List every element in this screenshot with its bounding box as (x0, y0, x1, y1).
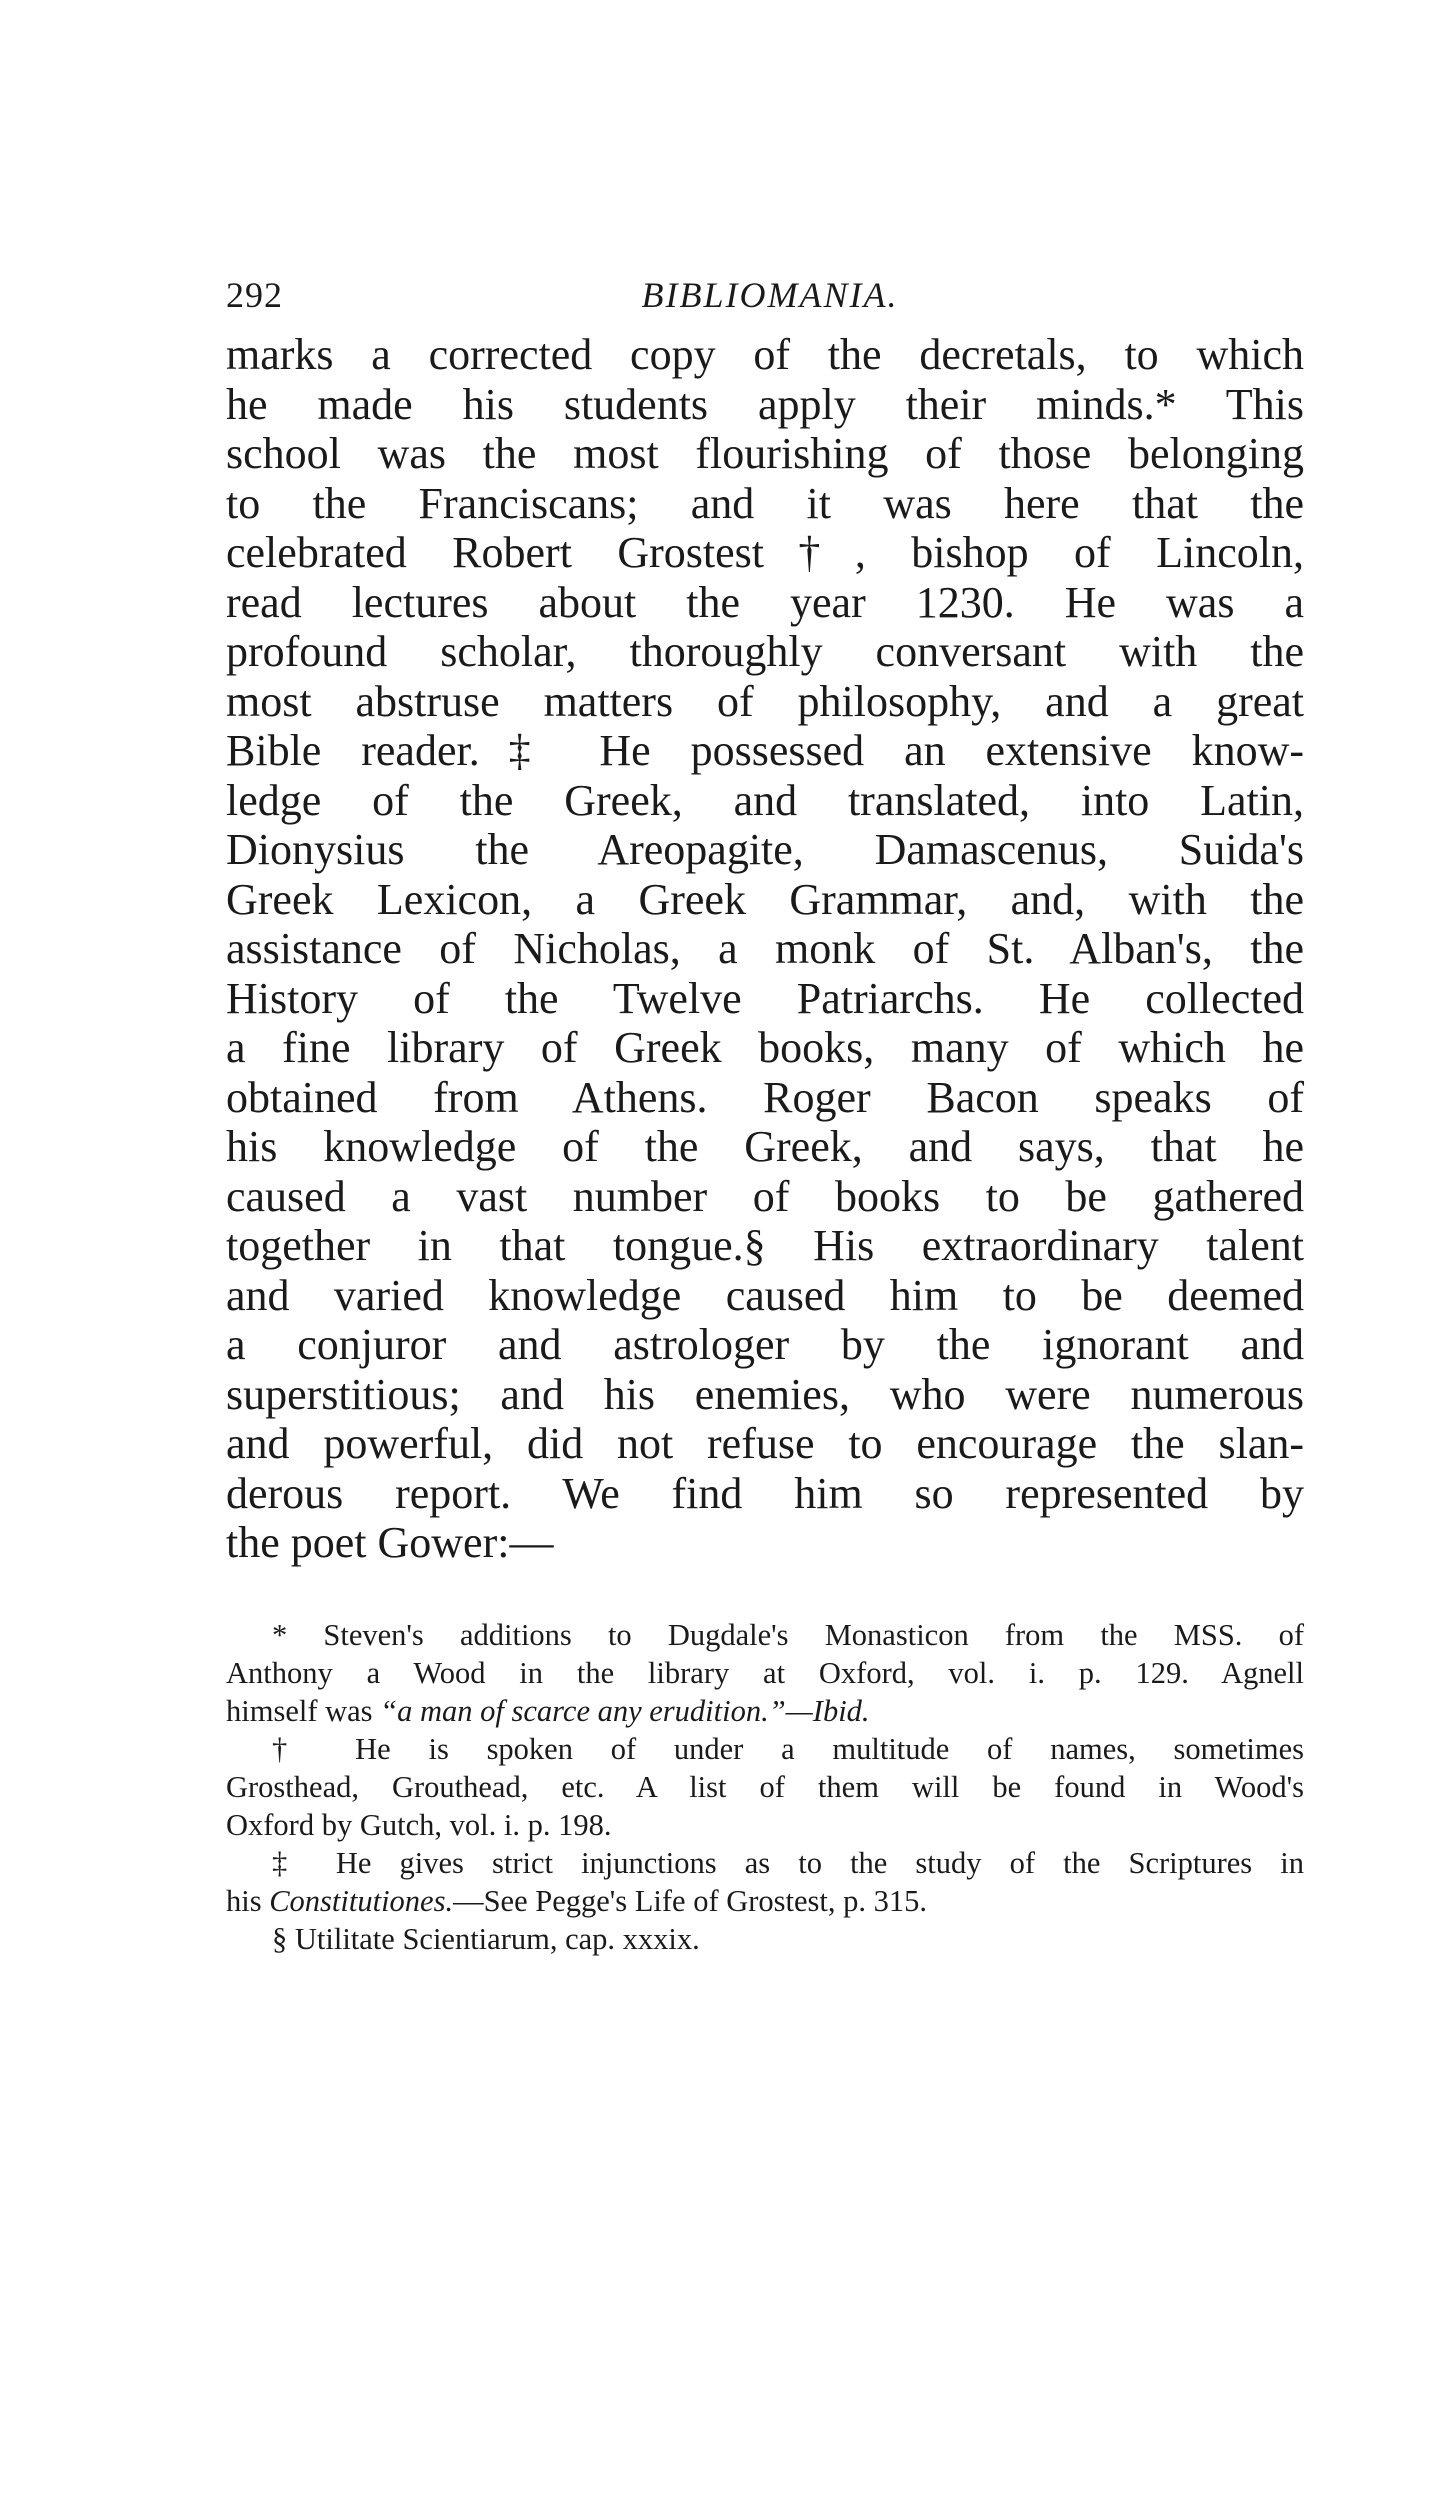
footnote-line (226, 1692, 1304, 1730)
footnotes (226, 1616, 1304, 1958)
body-line: the poet Gower:— (226, 1518, 554, 1567)
body-line: Bible reader.‡ He possessed an extensive know- (226, 726, 1304, 775)
body-line: a fine library of Greek books, many of which he (226, 1023, 1304, 1072)
body-line: marks a corrected copy of the decretals, to which (226, 330, 1304, 379)
body-line: derous report. We find him so represented by (226, 1468, 1304, 1518)
body-line: History of the Twelve Patriarchs. He collected (226, 973, 1304, 1023)
footnote-line (226, 1882, 1304, 1920)
footnote-italic-title: Constitutiones. (269, 1883, 454, 1918)
body-line: his knowledge of the Greek, and says, that he (226, 1122, 1304, 1171)
book-page (226, 270, 1304, 1958)
body-line: school was the most flourishing of those belonging (226, 429, 1304, 478)
body-line: Dionysius the Areopagite, Damascenus, Suida's (226, 825, 1304, 874)
footnote-text: —See Pegge's Life of Grostest, p. 315. (453, 1883, 928, 1918)
footnote-line: ‡ He gives strict injunctions as to the study of the Scriptures in (272, 1845, 1304, 1880)
body-line: to the Franciscans; and it was here that the (226, 478, 1304, 528)
footnote-text: his (226, 1883, 270, 1918)
footnote-line: § Utilitate Scientiarum, cap. xxxix. (272, 1921, 700, 1956)
body-line: together in that tongue.§ His extraordinary talent (226, 1221, 1304, 1270)
footnote-line: † He is spoken of under a multitude of names, sometimes (272, 1731, 1304, 1766)
body-line: obtained from Athens. Roger Bacon speaks of (226, 1072, 1304, 1122)
footnote-text: himself was (226, 1693, 381, 1728)
footnote-line: Anthony a Wood in the library at Oxford, vol. i. p. 129. Agnell (226, 1655, 1304, 1690)
body-text (226, 330, 1304, 1568)
body-line: assistance of Nicholas, a monk of St. Alban's, the (226, 924, 1304, 973)
body-line: Greek Lexicon, a Greek Grammar, and, with the (226, 874, 1304, 924)
page-number: 292 (226, 275, 283, 315)
body-line: ledge of the Greek, and translated, into Latin, (226, 775, 1304, 825)
body-line: most abstruse matters of philosophy, and a great (226, 676, 1304, 726)
body-line: read lectures about the year 1230. He was a (226, 577, 1304, 627)
body-line: he made his students apply their minds.* This (226, 379, 1304, 429)
body-line: a conjuror and astrologer by the ignorant and (226, 1320, 1304, 1369)
footnote-italic-quote: “a man of scarce any erudition.”—Ibid. (380, 1693, 870, 1728)
body-line: and powerful, did not refuse to encourage the slan- (226, 1419, 1304, 1468)
body-line: superstitious; and his enemies, who were numerous (226, 1369, 1304, 1419)
body-line: profound scholar, thoroughly conversant with the (226, 627, 1304, 676)
running-title: BIBLIOMANIA. (641, 275, 899, 315)
body-line: and varied knowledge caused him to be deemed (226, 1270, 1304, 1320)
body-line: caused a vast number of books to be gathered (226, 1171, 1304, 1221)
body-line: celebrated Robert Grostest†, bishop of Lincoln, (226, 528, 1304, 577)
footnote-line: * Steven's additions to Dugdale's Monasticon from the MSS. of (272, 1617, 1304, 1652)
footnote-line: Oxford by Gutch, vol. i. p. 198. (226, 1807, 612, 1842)
running-head (226, 270, 1304, 320)
footnote-line: Grosthead, Grouthead, etc. A list of them will be found in Wood's (226, 1769, 1304, 1804)
